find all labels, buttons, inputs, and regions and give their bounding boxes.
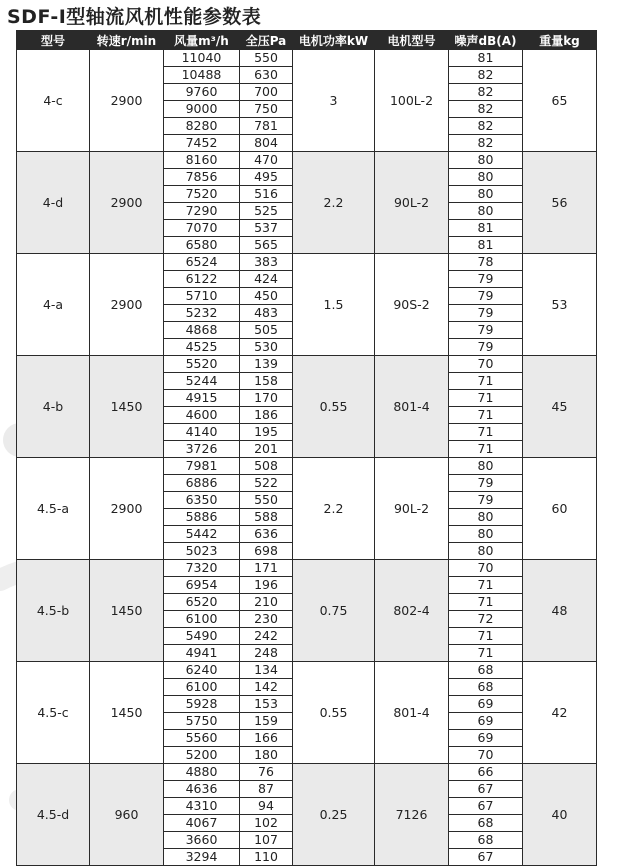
model-cell: 4.5-a: [17, 458, 90, 560]
pressure-cell: 139: [240, 356, 293, 373]
pressure-cell: 210: [240, 594, 293, 611]
table-row: [17, 50, 597, 67]
motor-power-cell: 0.55: [293, 356, 375, 458]
pressure-cell: 804: [240, 135, 293, 152]
pressure-cell: 450: [240, 288, 293, 305]
pressure-cell: 159: [240, 713, 293, 730]
noise-cell: 82: [449, 67, 523, 84]
pressure-cell: 180: [240, 747, 293, 764]
motor-power-cell: 2.2: [293, 152, 375, 254]
noise-cell: 80: [449, 152, 523, 169]
performance-table: [16, 30, 597, 866]
noise-cell: 80: [449, 458, 523, 475]
motor-model-cell: 90L-2: [375, 152, 449, 254]
airflow-cell: 7070: [164, 220, 240, 237]
airflow-cell: 5442: [164, 526, 240, 543]
pressure-cell: 495: [240, 169, 293, 186]
weight-cell: 45: [523, 356, 597, 458]
motor-power-cell: 2.2: [293, 458, 375, 560]
noise-cell: 66: [449, 764, 523, 781]
pressure-cell: 550: [240, 50, 293, 67]
airflow-cell: 4880: [164, 764, 240, 781]
pressure-cell: 166: [240, 730, 293, 747]
header-speed: 转速r/min: [90, 31, 164, 50]
noise-cell: 79: [449, 322, 523, 339]
pressure-cell: 700: [240, 84, 293, 101]
pressure-cell: 186: [240, 407, 293, 424]
noise-cell: 80: [449, 543, 523, 560]
weight-cell: 53: [523, 254, 597, 356]
airflow-cell: 7290: [164, 203, 240, 220]
noise-cell: 70: [449, 356, 523, 373]
airflow-cell: 4600: [164, 407, 240, 424]
airflow-cell: 5200: [164, 747, 240, 764]
airflow-cell: 6122: [164, 271, 240, 288]
speed-cell: 2900: [90, 152, 164, 254]
table-row: [17, 662, 597, 679]
pressure-cell: 94: [240, 798, 293, 815]
pressure-cell: 142: [240, 679, 293, 696]
pressure-cell: 153: [240, 696, 293, 713]
model-cell: 4.5-b: [17, 560, 90, 662]
noise-cell: 71: [449, 628, 523, 645]
airflow-cell: 7856: [164, 169, 240, 186]
noise-cell: 79: [449, 305, 523, 322]
table-header-row: [17, 31, 597, 50]
noise-cell: 67: [449, 849, 523, 866]
pressure-cell: 383: [240, 254, 293, 271]
airflow-cell: 11040: [164, 50, 240, 67]
pressure-cell: 522: [240, 475, 293, 492]
airflow-cell: 4636: [164, 781, 240, 798]
pressure-cell: 537: [240, 220, 293, 237]
airflow-cell: 6350: [164, 492, 240, 509]
noise-cell: 79: [449, 492, 523, 509]
noise-cell: 71: [449, 645, 523, 662]
airflow-cell: 5232: [164, 305, 240, 322]
header-airflow: 风量m³/h: [164, 31, 240, 50]
airflow-cell: 6100: [164, 611, 240, 628]
pressure-cell: 248: [240, 645, 293, 662]
pressure-cell: 76: [240, 764, 293, 781]
airflow-cell: 5750: [164, 713, 240, 730]
airflow-cell: 6520: [164, 594, 240, 611]
header-pressure: 全压Pa: [240, 31, 293, 50]
noise-cell: 68: [449, 679, 523, 696]
noise-cell: 68: [449, 815, 523, 832]
airflow-cell: 7452: [164, 135, 240, 152]
noise-cell: 80: [449, 509, 523, 526]
pressure-cell: 630: [240, 67, 293, 84]
header-motor-power: 电机功率kW: [293, 31, 375, 50]
airflow-cell: 8160: [164, 152, 240, 169]
noise-cell: 72: [449, 611, 523, 628]
airflow-cell: 3660: [164, 832, 240, 849]
weight-cell: 56: [523, 152, 597, 254]
speed-cell: 2900: [90, 254, 164, 356]
pressure-cell: 530: [240, 339, 293, 356]
airflow-cell: 7981: [164, 458, 240, 475]
motor-model-cell: 801-4: [375, 356, 449, 458]
motor-power-cell: 0.75: [293, 560, 375, 662]
airflow-cell: 5886: [164, 509, 240, 526]
airflow-cell: 7520: [164, 186, 240, 203]
table-row: [17, 152, 597, 169]
pressure-cell: 505: [240, 322, 293, 339]
airflow-cell: 4140: [164, 424, 240, 441]
noise-cell: 80: [449, 526, 523, 543]
model-group: [17, 764, 597, 866]
pressure-cell: 588: [240, 509, 293, 526]
model-group: [17, 356, 597, 458]
noise-cell: 80: [449, 203, 523, 220]
noise-cell: 79: [449, 339, 523, 356]
table-row: [17, 254, 597, 271]
motor-power-cell: 0.25: [293, 764, 375, 866]
airflow-cell: 5244: [164, 373, 240, 390]
pressure-cell: 750: [240, 101, 293, 118]
pressure-cell: 107: [240, 832, 293, 849]
airflow-cell: 10488: [164, 67, 240, 84]
airflow-cell: 4868: [164, 322, 240, 339]
pressure-cell: 195: [240, 424, 293, 441]
airflow-cell: 5023: [164, 543, 240, 560]
pressure-cell: 87: [240, 781, 293, 798]
header-model: 型号: [17, 31, 90, 50]
airflow-cell: 5490: [164, 628, 240, 645]
airflow-cell: 6240: [164, 662, 240, 679]
airflow-cell: 6580: [164, 237, 240, 254]
pressure-cell: 565: [240, 237, 293, 254]
pressure-cell: 158: [240, 373, 293, 390]
table-row: [17, 458, 597, 475]
motor-model-cell: 90L-2: [375, 458, 449, 560]
noise-cell: 81: [449, 50, 523, 67]
noise-cell: 78: [449, 254, 523, 271]
motor-model-cell: 100L-2: [375, 50, 449, 152]
speed-cell: 2900: [90, 458, 164, 560]
airflow-cell: 7320: [164, 560, 240, 577]
speed-cell: 1450: [90, 356, 164, 458]
motor-model-cell: 801-4: [375, 662, 449, 764]
pressure-cell: 134: [240, 662, 293, 679]
airflow-cell: 6886: [164, 475, 240, 492]
noise-cell: 71: [449, 390, 523, 407]
header-noise: 噪声dB(A): [449, 31, 523, 50]
speed-cell: 1450: [90, 662, 164, 764]
noise-cell: 69: [449, 696, 523, 713]
model-cell: 4.5-c: [17, 662, 90, 764]
pressure-cell: 483: [240, 305, 293, 322]
noise-cell: 68: [449, 832, 523, 849]
model-cell: 4-d: [17, 152, 90, 254]
noise-cell: 81: [449, 220, 523, 237]
table-row: [17, 764, 597, 781]
noise-cell: 81: [449, 237, 523, 254]
noise-cell: 79: [449, 271, 523, 288]
airflow-cell: 5560: [164, 730, 240, 747]
speed-cell: 960: [90, 764, 164, 866]
airflow-cell: 4915: [164, 390, 240, 407]
model-group: [17, 560, 597, 662]
model-group: [17, 662, 597, 764]
noise-cell: 82: [449, 135, 523, 152]
noise-cell: 71: [449, 594, 523, 611]
airflow-cell: 9000: [164, 101, 240, 118]
pressure-cell: 201: [240, 441, 293, 458]
airflow-cell: 6524: [164, 254, 240, 271]
pressure-cell: 508: [240, 458, 293, 475]
weight-cell: 42: [523, 662, 597, 764]
pressure-cell: 242: [240, 628, 293, 645]
noise-cell: 71: [449, 424, 523, 441]
table-row: [17, 560, 597, 577]
pressure-cell: 698: [240, 543, 293, 560]
noise-cell: 70: [449, 560, 523, 577]
noise-cell: 80: [449, 186, 523, 203]
model-cell: 4.5-d: [17, 764, 90, 866]
motor-power-cell: 3: [293, 50, 375, 152]
airflow-cell: 5928: [164, 696, 240, 713]
airflow-cell: 3726: [164, 441, 240, 458]
motor-model-cell: 90S-2: [375, 254, 449, 356]
noise-cell: 68: [449, 662, 523, 679]
noise-cell: 80: [449, 169, 523, 186]
weight-cell: 40: [523, 764, 597, 866]
airflow-cell: 4525: [164, 339, 240, 356]
airflow-cell: 6954: [164, 577, 240, 594]
model-group: [17, 254, 597, 356]
model-cell: 4-a: [17, 254, 90, 356]
pressure-cell: 424: [240, 271, 293, 288]
pressure-cell: 781: [240, 118, 293, 135]
speed-cell: 1450: [90, 560, 164, 662]
airflow-cell: 6100: [164, 679, 240, 696]
airflow-cell: 5520: [164, 356, 240, 373]
motor-power-cell: 1.5: [293, 254, 375, 356]
pressure-cell: 230: [240, 611, 293, 628]
motor-model-cell: 7126: [375, 764, 449, 866]
weight-cell: 48: [523, 560, 597, 662]
pressure-cell: 550: [240, 492, 293, 509]
pressure-cell: 110: [240, 849, 293, 866]
noise-cell: 82: [449, 118, 523, 135]
pressure-cell: 516: [240, 186, 293, 203]
page-title: SDF-I型轴流风机性能参数表: [7, 6, 262, 28]
airflow-cell: 9760: [164, 84, 240, 101]
pressure-cell: 170: [240, 390, 293, 407]
airflow-cell: 3294: [164, 849, 240, 866]
noise-cell: 71: [449, 407, 523, 424]
model-group: [17, 50, 597, 152]
noise-cell: 67: [449, 781, 523, 798]
weight-cell: 60: [523, 458, 597, 560]
noise-cell: 79: [449, 288, 523, 305]
header-weight: 重量kg: [523, 31, 597, 50]
airflow-cell: 4067: [164, 815, 240, 832]
motor-power-cell: 0.55: [293, 662, 375, 764]
motor-model-cell: 802-4: [375, 560, 449, 662]
weight-cell: 65: [523, 50, 597, 152]
model-cell: 4-c: [17, 50, 90, 152]
pressure-cell: 470: [240, 152, 293, 169]
airflow-cell: 4941: [164, 645, 240, 662]
model-cell: 4-b: [17, 356, 90, 458]
pressure-cell: 525: [240, 203, 293, 220]
noise-cell: 70: [449, 747, 523, 764]
table-row: [17, 356, 597, 373]
airflow-cell: 5710: [164, 288, 240, 305]
noise-cell: 71: [449, 441, 523, 458]
model-group: [17, 152, 597, 254]
pressure-cell: 196: [240, 577, 293, 594]
model-group: [17, 458, 597, 560]
noise-cell: 71: [449, 577, 523, 594]
noise-cell: 69: [449, 730, 523, 747]
noise-cell: 82: [449, 84, 523, 101]
pressure-cell: 636: [240, 526, 293, 543]
airflow-cell: 8280: [164, 118, 240, 135]
noise-cell: 67: [449, 798, 523, 815]
pressure-cell: 102: [240, 815, 293, 832]
pressure-cell: 171: [240, 560, 293, 577]
speed-cell: 2900: [90, 50, 164, 152]
noise-cell: 79: [449, 475, 523, 492]
noise-cell: 69: [449, 713, 523, 730]
noise-cell: 82: [449, 101, 523, 118]
noise-cell: 71: [449, 373, 523, 390]
header-motor-model: 电机型号: [375, 31, 449, 50]
airflow-cell: 4310: [164, 798, 240, 815]
